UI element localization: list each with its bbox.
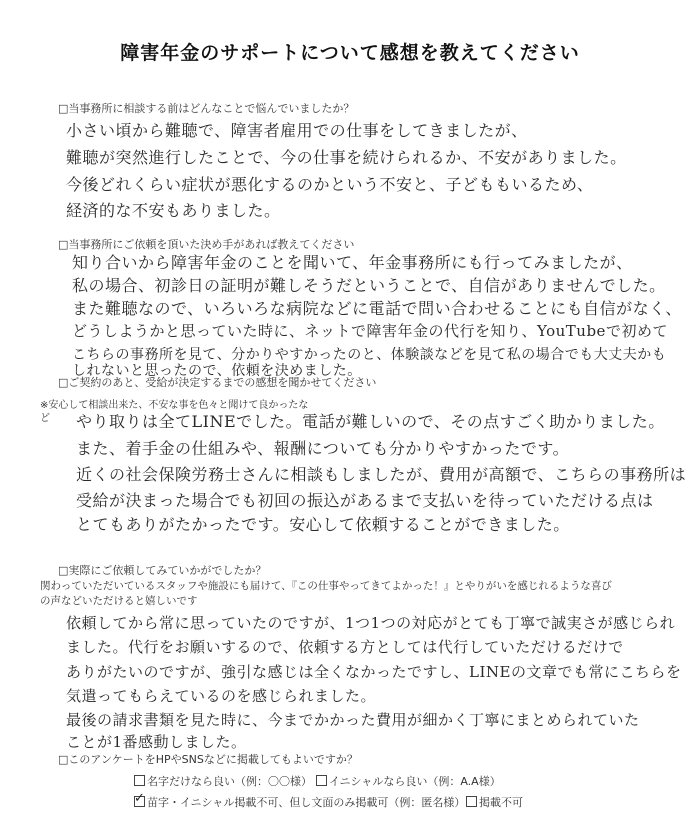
q3-answer-line: 受給が決まった場合でも初回の振込があるまで支払いを待っていただける点は [76,491,654,510]
q3-answer-line: とてもありがたかったです。安心して依頼することができました。 [76,515,570,534]
q4-answer-line: 気遣ってもらえているのを感じられました。 [66,687,377,705]
q4-answer-line: 依頼してから常に思っていたのですが、1つ1つの対応がとても丁寧で誠実さが感じられ [66,614,676,632]
q1-answer-line: 難聴が突然進行したことで、今の仕事を続けられるか、不安がありました。 [66,148,627,167]
question-1-label: □当事務所に相談する前はどんなことで悩んでいましたか？ [58,102,355,115]
q4-answer-line: ありがたいのですが、強引な感じは全くなかったですし、LINEの文章でも常にこちらを [66,663,682,681]
q2-answer-line: どうしようかと思っていた時に、ネットで障害年金の代行を知り、YouTubeで初めて [72,322,668,340]
q1-answer-line: 経済的な不安もありました。 [66,201,281,220]
survey-title: 障害年金のサポートについて感想を教えてください [120,42,580,64]
q4-answer-line: ました。代行をお願いするので、依頼する方としては代行していただけるだけで [66,638,624,656]
checkbox-no-publish[interactable] [466,796,477,807]
question-3-sublabel-cont: ど [40,413,50,424]
option-anonymous-text-only[interactable]: ✓苗字・イニシャル掲載不可、但し文面のみ掲載可（例：匿名様） [134,794,465,810]
option-no-publish[interactable]: 掲載不可 [466,794,523,810]
q2-answer-line: 私の場合、初診日の証明が難しそうだということで、自信がありませんでした。 [72,276,666,295]
checkbox-anonymous-text-only[interactable] [134,796,145,807]
q4-answer-line: 最後の請求書類を見た時に、今までかかった費用が細かく丁寧にまとめられていた [66,711,640,729]
question-3-sublabel: ※安心して相談出来た、不安な事を色々と聞けて良かったな [40,400,309,411]
q1-answer-line: 小さい頃から難聴で、障害者雇用での仕事をしてきましたが、 [66,121,528,140]
question-4-description: の声などいただけると嬉しいです [40,595,198,607]
q2-answer-line: 知り合いから障害年金のことを聞いて、年金事務所にも行ってみましたが、 [72,253,633,272]
question-5-label: □このアンケートをHPやSNSなどに掲載してもよいですか？ [58,753,358,766]
q4-answer-line: ことが1番感動しました。 [66,733,247,751]
q2-answer-line: こちらの事務所を見て、分かりやすかったのと、体験談などを見て私の場合でも大丈夫かも [72,347,667,363]
question-4-label: □実際にご依頼してみていかがでしたか？ [58,564,267,577]
checkbox-surname-only[interactable] [134,775,145,786]
q3-answer-line: また、着手金の仕組みや、報酬についても分かりやすかったです。 [76,439,570,458]
q2-answer-line: しれないと思ったので、依頼を決めました。 [72,363,362,379]
checkbox-initials[interactable] [316,775,327,786]
question-3-label: □ご契約のあと、受給が決定するまでの感想を聞かせてください [58,376,377,389]
q1-answer-line: 今後どれくらい症状が悪化するのかという不安と、子どももいるため、 [66,175,594,194]
question-4-description: 関わっていただいているスタッフや施設にも届けて、『この仕事やってきてよかった！』とやりがいを感じれるような喜び [40,580,612,592]
q3-answer-line: やり取りは全てLINEでした。電話が難しいので、その点すごく助かりました。 [76,412,665,431]
q3-answer-line: 近くの社会保険労務士さんに相談もしましたが、費用が高額で、こちらの事務所は [76,465,687,484]
option-surname-only[interactable]: 名字だけなら良い（例：〇〇様） [134,773,312,789]
question-2-label: □当事務所にご依頼を頂いた決め手があれば教えてください [58,238,355,251]
q2-answer-line: また難聴なので、いろいろな病院などに電話で問い合わせることにも自信がなく、 [72,299,682,318]
option-initials[interactable]: イニシャルなら良い（例：A.A様） [316,773,501,789]
